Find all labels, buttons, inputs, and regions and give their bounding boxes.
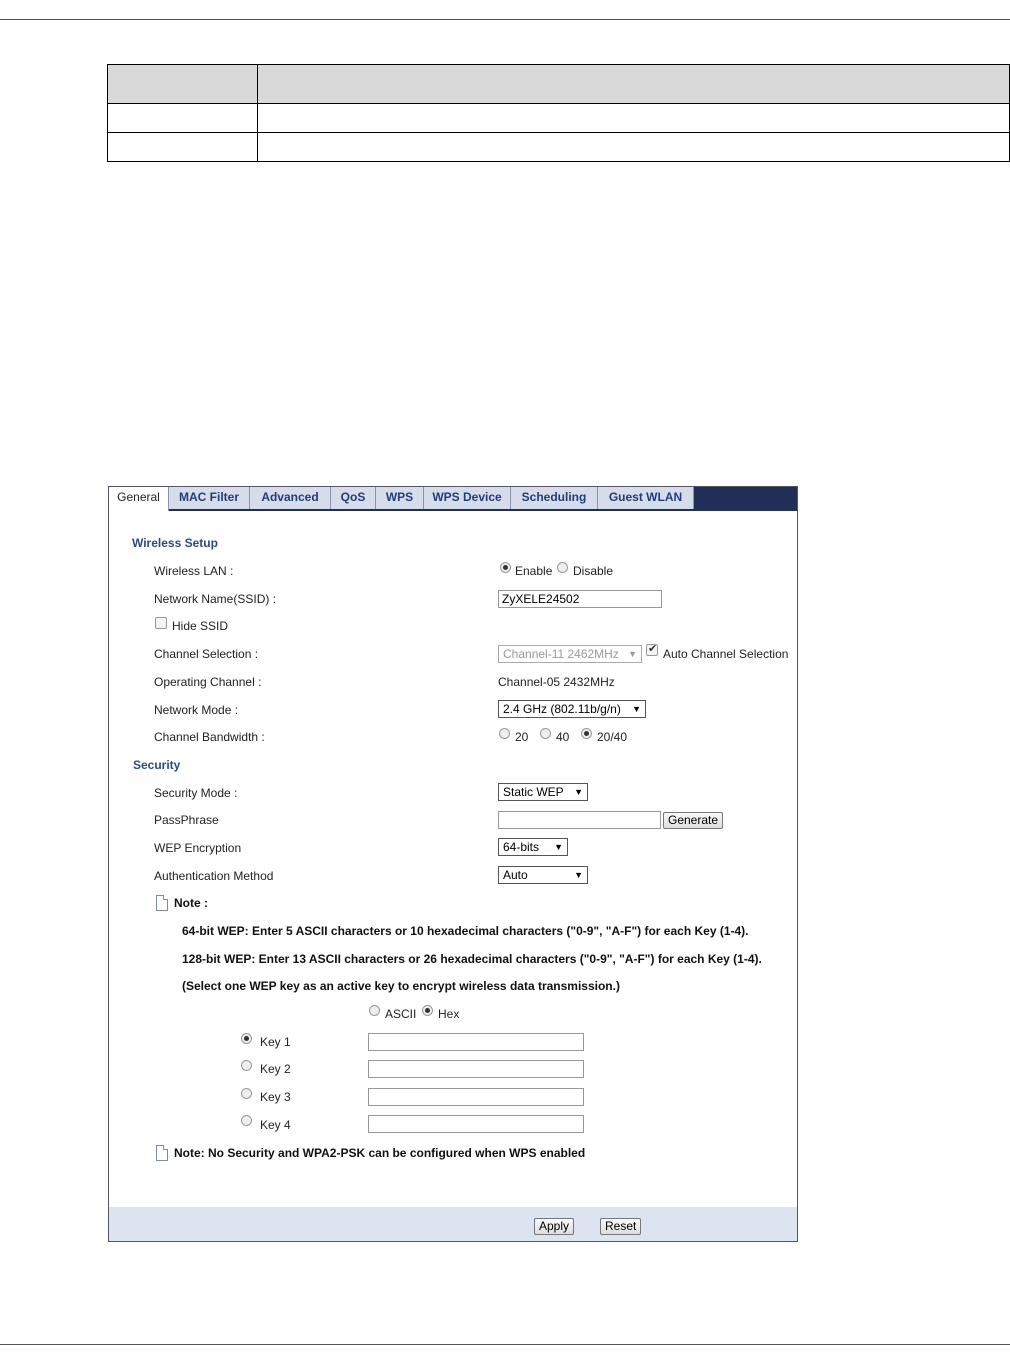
- wireless-lan-label: Wireless LAN :: [154, 564, 234, 578]
- tab-wps[interactable]: WPS: [376, 487, 424, 509]
- document-table: [107, 64, 1010, 162]
- footer-bar: [109, 1207, 797, 1241]
- network-mode-value: 2.4 GHz (802.11b/g/n): [503, 702, 621, 716]
- network-mode-label: Network Mode :: [154, 703, 239, 717]
- wireless-settings-panel: [108, 486, 798, 1242]
- key-3-label: Key 3: [260, 1090, 291, 1104]
- note-icon: [156, 895, 168, 911]
- operating-channel-label: Operating Channel :: [154, 675, 262, 689]
- ascii-radio[interactable]: [369, 1005, 380, 1016]
- key-2-label: Key 2: [260, 1062, 291, 1076]
- bandwidth-2040-radio[interactable]: [581, 728, 592, 739]
- key-1-input[interactable]: [368, 1033, 584, 1051]
- bandwidth-20-label: 20: [515, 730, 529, 744]
- enable-label: Enable: [515, 564, 553, 578]
- channel-selection-label: Channel Selection :: [154, 647, 259, 661]
- passphrase-input[interactable]: [498, 811, 661, 829]
- wep-encryption-value: 64-bits: [503, 840, 540, 854]
- auto-channel-checkbox[interactable]: [646, 644, 658, 656]
- table-header-row: [108, 65, 1010, 104]
- security-mode-value: Static WEP: [503, 785, 564, 799]
- tab-bar: [109, 487, 797, 511]
- key-2-input[interactable]: [368, 1060, 584, 1078]
- note-128bit-wep: 128-bit WEP: Enter 13 ASCII characters or 26 hexadecimal characters ("0-9", "A-F") for each Key (1-4).: [182, 952, 762, 966]
- auth-method-select[interactable]: [498, 866, 588, 884]
- wep-encryption-label: WEP Encryption: [154, 841, 242, 855]
- chevron-down-icon: ▼: [574, 787, 583, 797]
- key-4-input[interactable]: [368, 1115, 584, 1133]
- table-row: [108, 104, 1010, 133]
- page-header-rule: [0, 19, 1010, 20]
- note-label: Note :: [174, 896, 208, 910]
- tab-qos[interactable]: QoS: [331, 487, 376, 509]
- enable-radio[interactable]: [500, 562, 511, 573]
- key-1-radio[interactable]: [241, 1033, 252, 1044]
- tab-wps-device[interactable]: WPS Device: [424, 487, 511, 509]
- tab-advanced[interactable]: Advanced: [250, 487, 331, 509]
- page-footer-rule: [0, 1344, 1010, 1345]
- reset-button[interactable]: Reset: [600, 1218, 641, 1235]
- ssid-label: Network Name(SSID) :: [154, 592, 277, 606]
- security-heading: Security: [133, 758, 181, 772]
- channel-selection-select[interactable]: [498, 645, 642, 663]
- tab-mac-filter[interactable]: MAC Filter: [169, 487, 250, 509]
- key-3-input[interactable]: [368, 1088, 584, 1106]
- table-row: [108, 133, 1010, 162]
- channel-selection-value: Channel-11 2462MHz: [503, 647, 619, 661]
- bandwidth-2040-label: 20/40: [597, 730, 628, 744]
- bandwidth-40-label: 40: [556, 730, 570, 744]
- hex-radio[interactable]: [422, 1005, 433, 1016]
- chevron-down-icon: ▼: [632, 704, 641, 714]
- chevron-down-icon: ▼: [554, 842, 563, 852]
- network-mode-select[interactable]: [498, 700, 646, 718]
- chevron-down-icon: ▼: [628, 649, 637, 659]
- note-64bit-wep: 64-bit WEP: Enter 5 ASCII characters or 10 hexadecimal characters ("0-9", "A-F") for each Key (1-4).: [182, 924, 749, 938]
- ascii-label: ASCII: [385, 1007, 417, 1021]
- key-4-label: Key 4: [260, 1118, 291, 1132]
- tab-general[interactable]: General: [109, 487, 169, 511]
- auth-method-label: Authentication Method: [154, 869, 274, 883]
- hex-label: Hex: [438, 1007, 460, 1021]
- disable-radio[interactable]: [557, 562, 568, 573]
- disable-label: Disable: [573, 564, 614, 578]
- note-wps: Note: No Security and WPA2-PSK can be configured when WPS enabled: [174, 1146, 586, 1160]
- security-mode-label: Security Mode :: [154, 786, 238, 800]
- hide-ssid-label: Hide SSID: [172, 619, 229, 633]
- tab-scheduling[interactable]: Scheduling: [511, 487, 598, 509]
- bandwidth-20-radio[interactable]: [499, 728, 510, 739]
- note-icon: [156, 1145, 168, 1161]
- key-2-radio[interactable]: [241, 1060, 252, 1071]
- note-select-key: (Select one WEP key as an active key to encrypt wireless data transmission.): [182, 979, 620, 993]
- wireless-setup-heading: Wireless Setup: [132, 536, 218, 550]
- key-3-radio[interactable]: [241, 1088, 252, 1099]
- key-1-label: Key 1: [260, 1035, 291, 1049]
- passphrase-label: PassPhrase: [154, 813, 219, 827]
- auto-channel-label: Auto Channel Selection: [663, 647, 789, 661]
- operating-channel-value: Channel-05 2432MHz: [498, 675, 615, 689]
- wep-encryption-select[interactable]: [498, 838, 568, 856]
- key-4-radio[interactable]: [241, 1115, 252, 1126]
- chevron-down-icon: ▼: [574, 870, 583, 880]
- tab-guest-wlan[interactable]: Guest WLAN: [598, 487, 694, 509]
- ssid-input[interactable]: ZyXELE24502: [498, 590, 662, 608]
- apply-button[interactable]: Apply: [534, 1218, 574, 1235]
- hide-ssid-checkbox[interactable]: [155, 617, 167, 629]
- channel-bandwidth-label: Channel Bandwidth :: [154, 730, 265, 744]
- auth-method-value: Auto: [503, 868, 528, 882]
- bandwidth-40-radio[interactable]: [540, 728, 551, 739]
- generate-button[interactable]: Generate: [663, 812, 723, 829]
- security-mode-select[interactable]: [498, 783, 588, 801]
